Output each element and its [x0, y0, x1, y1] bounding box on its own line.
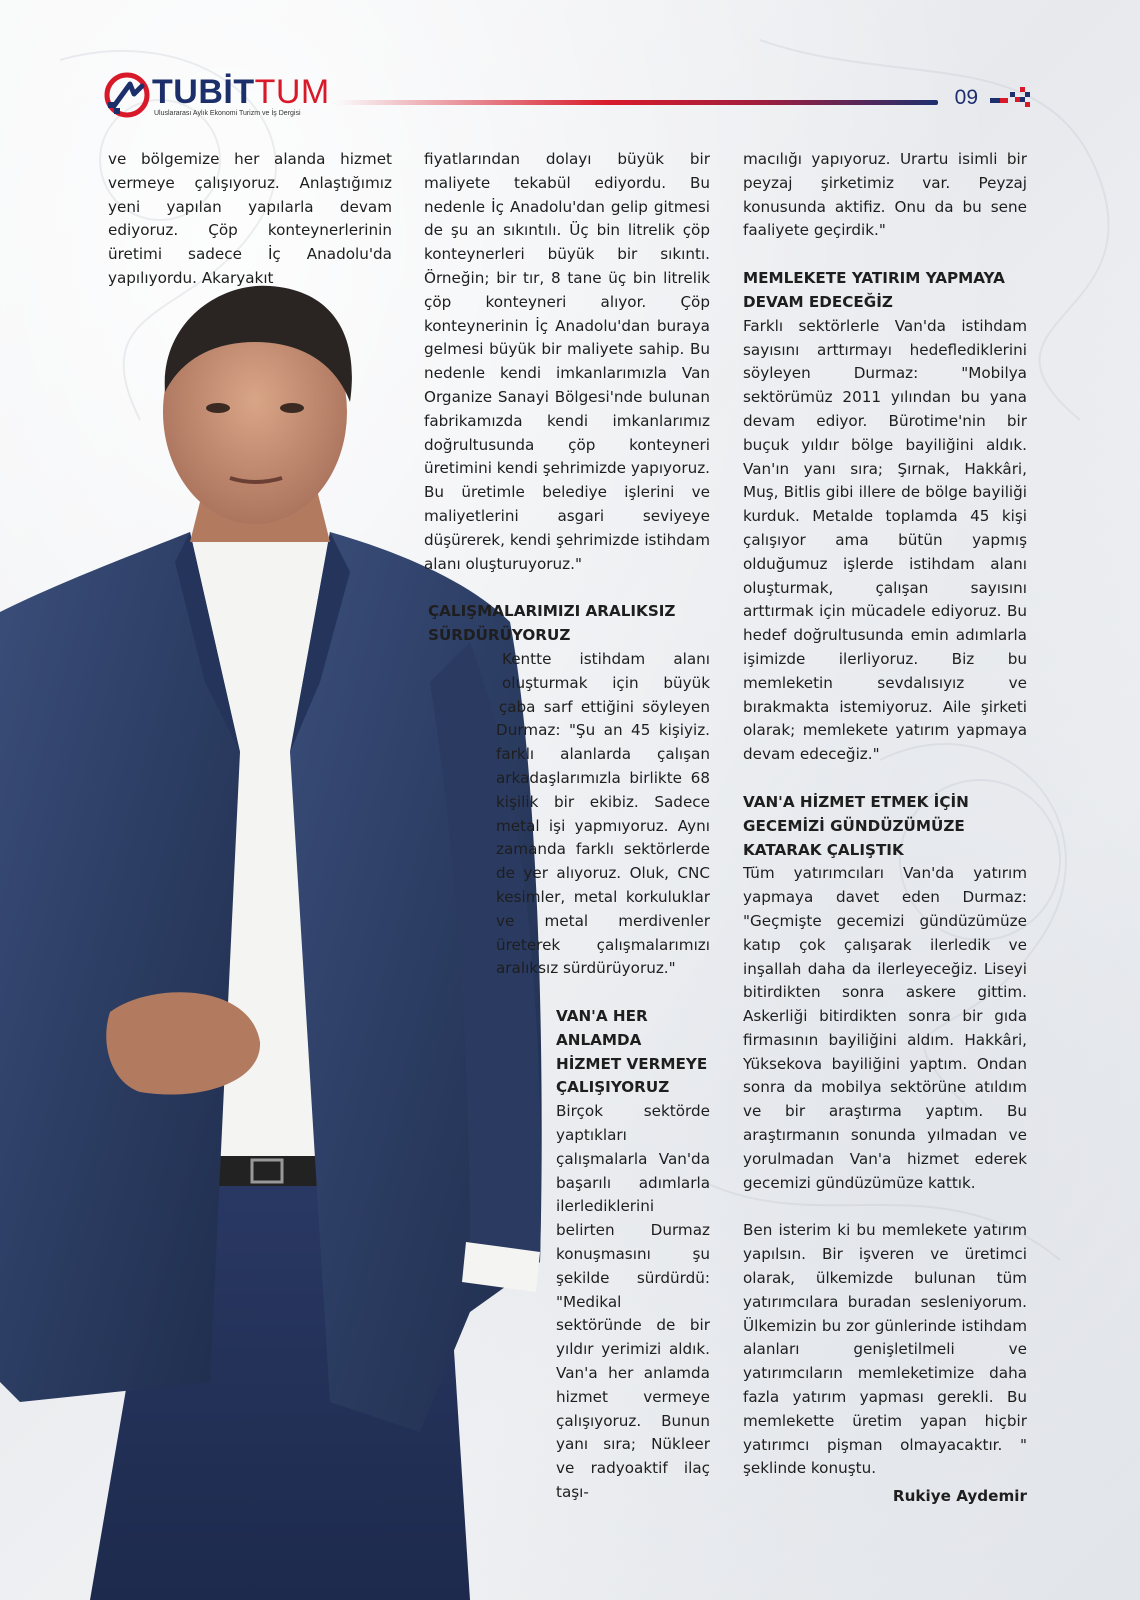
article-column-1	[108, 148, 392, 291]
paragraph: Farklı sektörlerle Van'da istihdam sayısını arttırmayı hedeflediklerini söyleyen Durmaz: "Mobilya sektörümüz 2011 yılından bu yana devam ediyor. Bürotime'nin bir buçuk yıldır bölge bayiliğini aldık. Van'ın yanı sıra; Şırnak, Hakkâri, Muş, Bitlis gibi illere de bölge bayiliği kurduk. Metalde toplamda 45 kişi çalışıyor ama bütün yapmış olduğumuz işlerde istihdam alanı oluşturmak, çalışan sayısını arttırmak için mücadele ediyoruz. Bu hedef doğrultusunda emin adımlarla işimizde ilerliyoruz. Biz bu memleketin sevdalısıyız ve bırakmakta istemiyoruz. Aile şirketi olarak; memlekete yatırım yapmaya devam edeceğiz."	[743, 316, 1027, 764]
paragraph: Tüm yatırımcıları Van'da yatırım yapmaya davet eden Durmaz: "Geçmişte gecemizi gündüzümüze katıp çok çalışarak ilerledik ve inşallah daha da ilerleyeceğiz. Liseyi bitirdikten sonra askere gittim. Askerliği bitirdikten sonra bir gıda firmasının bayiliğini aldım. Hakkâri, Yüksekova bayiliğini yaptım. Ondan sonra da mobilya sektörüne atıldım ve bir araştırma yaptım. Bu araştırmanın sonunda yılmadan ve yorulmadan Van'a hizmet ederek gecemizi gündüzümüze kattık.	[743, 864, 1027, 1192]
paragraph: ve bölgemize her alanda hizmet vermeye çalışıyoruz. Anlaştığımız yeni yapılan yapılarla devam ediyoruz. Çöp konteynerlerinin üretimi sadece İç Anadolu'da yapılıyordu. Akaryakıt	[108, 150, 392, 287]
header-rule	[336, 100, 938, 105]
logo-emblem-icon	[104, 72, 150, 118]
brand-part1: TUBİT	[152, 73, 255, 111]
article-column-3	[743, 148, 1027, 1481]
brand-name	[152, 74, 330, 110]
section-heading: VAN'A HER ANLAMDA HİZMET VERMEYE ÇALIŞIYORUZ	[556, 1007, 708, 1097]
author-signature: Rukiye Aydemir	[892, 1487, 1027, 1505]
section-heading: MEMLEKETE YATIRIM YAPMAYA DEVAM EDECEĞİZ	[743, 269, 1005, 311]
paragraph: Ben isterim ki bu memlekete yatırım yapılsın. Bir işveren ve üretimci olarak, ülkemizde bulunan tüm yatırımcılara buradan sesleniyorum. Ülkemizin bu zor günlerinde istihdam alanları genişletilmeli ve yatırımcıların memleketimize daha fazla yatırım yapması gerekli. Bu memlekette üretim yapan hiçbir yatırımcı pişman olmayacaktır. " şeklinde konuştu.	[743, 1221, 1027, 1478]
section-heading: ÇALIŞMALARIMIZI ARALIKSIZ SÜRDÜRÜYORUZ	[428, 602, 676, 645]
paragraph: fiyatlarından dolayı büyük bir maliyete tekabül ediyordu. Bu nedenle İç Anadolu'dan gelip gitmesi de şu an sıkıntılı. Üç bin litrelik çöp konteynerleri büyük bir sıkıntı. Örneğin; bir tır, 8 tane üç bin litrelik çöp konteyneri alıyor. Çöp konteynerinin İç Anadolu'dan buraya gelmesi büyük bir maliyete sahip. Bu nedenle kendi imkanlarımızla Van Organize Sanayi Bölgesi'nde bulunan fabrikamızda kendi imkanlarımız doğrultusunda çöp konteyneri üretimini kendi şehrimizde yapıyoruz. Bu üretimle belediye işlerini ve maliyetlerini asgari seviyeye düşürerek, kendi şehrimizde istihdam alanı oluşturuyoruz."	[424, 150, 710, 573]
magazine-logo	[104, 68, 330, 124]
paragraph: macılığı yapıyoruz. Urartu isimli bir peyzaj şirketimiz var. Peyzaj konusunda aktifiz. Onu da bu sene faaliyete geçirdik."	[743, 150, 1027, 240]
page-number: 09	[954, 86, 978, 109]
article-column-2	[424, 148, 710, 1505]
paragraph: Birçok sektörde yaptıkları çalışmalarla Van'da başarılı adımlarla ilerlediklerini belirten Durmaz konuşmasını şu şekilde sürdürdü: "Medikal sektöründe de bir yıldır yerimizi aldık. Van'a her anlamda hizmet vermeye çalışıyoruz. Bunun yanı sıra; Nükleer ve radyoaktif ilaç taşı-	[556, 1102, 710, 1502]
brand-part2: TUM	[254, 73, 330, 111]
checker-flag-icon	[990, 84, 1030, 108]
section-heading: VAN'A HİZMET ETMEK İÇİN GECEMİZİ GÜNDÜZÜMÜZE KATARAK ÇALIŞTIK	[743, 792, 969, 859]
paragraph: Kentte istihdam alanı oluşturmak için büyük çaba sarf ettiğini söyleyen Durmaz: "Şu an 45 kişiyiz. farklı alanlarda çalışan arkadaşlarımızla birlikte 68 kişilik bir ekibiz. Sadece metal işi yapmıyoruz. Aynı zamanda farklı sektörlerde de yer alıyoruz. Oluk, CNC kesimler, metal korkuluklar ve metal merdivenler üreterek çalışmalarımızı aralıksız sürdürüyoruz."	[496, 649, 710, 978]
brand-tagline: Uluslararası Aylık Ekonomi Turizm ve İş Dergisi	[154, 110, 301, 117]
page-header	[104, 68, 1030, 128]
